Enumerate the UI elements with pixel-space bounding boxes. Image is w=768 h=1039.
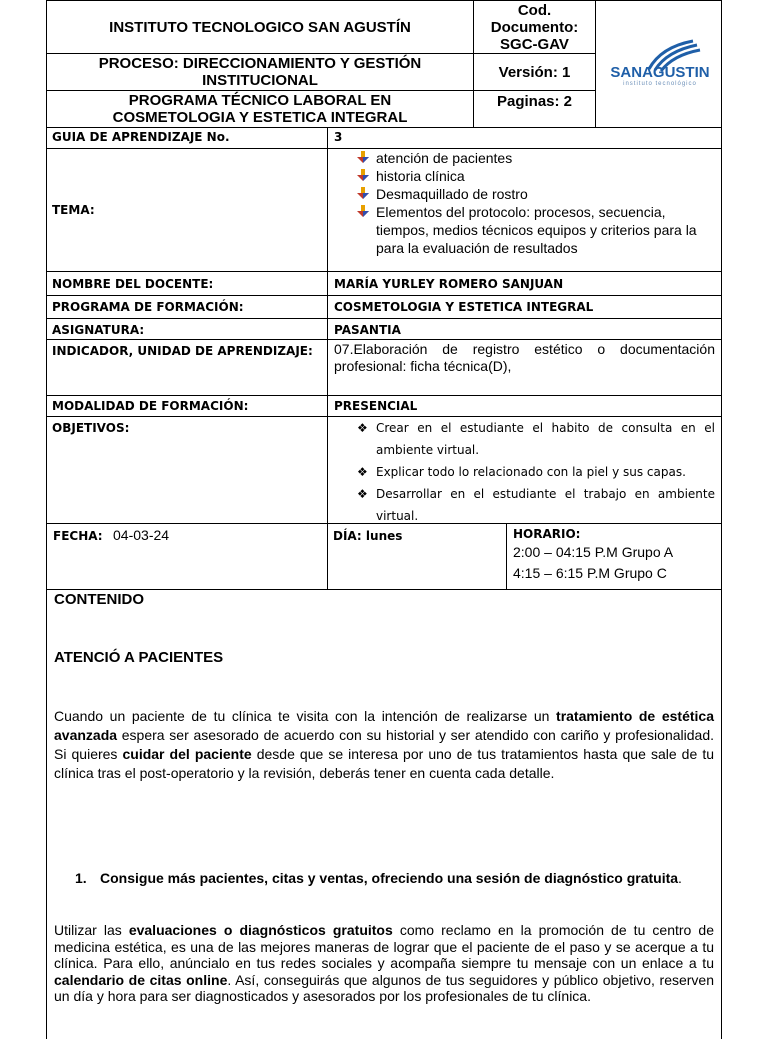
tema-label-cell [46, 148, 328, 272]
list-item: historia clínica [354, 167, 713, 185]
dia-label: DÍA: lunes [333, 529, 403, 543]
institute-name-cell [46, 0, 474, 54]
horario-label: HORARIO: [513, 527, 581, 541]
paragraph-2: Utilizar las evaluaciones o diagnósticos gratuitos como reclamo en la promoción de tu centro de medicina estética, es una de las mejores maneras de lograr que el paciente de el paso y se acerque a tu clínica. Para ello, anúncialo en tus redes sociales y acompaña siempre tu mensaje con un enlace a tu calendario de citas online. Así, conseguirás que algunos de tus seguidores y público objetivo, reserven un día y hora para ser diagnosticados y asesorados por los profesionales de tu clínica. [54, 922, 715, 1004]
indicador-label-cell [46, 339, 328, 396]
program-cell [46, 90, 474, 128]
modalidad-value: PRESENCIAL [334, 399, 418, 413]
indicador-value-cell [327, 339, 722, 396]
guia-value-cell [327, 127, 722, 149]
indicador-label: INDICADOR, UNIDAD DE APRENDIZAJE: [52, 344, 313, 358]
list-item: ❖ Crear en el estudiante el habito de consulta en el ambiente virtual. [352, 417, 715, 461]
fecha-value: 04-03-24 [113, 527, 170, 543]
document-code: Cod. Documento: SGC-GAV [490, 1, 579, 53]
arrow-bullet-icon [357, 204, 369, 222]
horario-line-1: 2:00 – 04:15 P.M Grupo A [513, 544, 674, 560]
modalidad-value-cell [327, 395, 722, 417]
docente-value: MARÍA YURLEY ROMERO SANJUAN [334, 277, 564, 291]
guia-label-cell [46, 127, 328, 149]
numbered-item-1: 1. Consigue más pacientes, citas y ventas, ofreciendo una sesión de diagnóstico gratuita. [75, 870, 682, 886]
logo-text: SANAGUSTIN [610, 64, 710, 81]
pages-cell [473, 90, 596, 128]
objetivos-list [352, 417, 715, 527]
fecha-cell [46, 523, 328, 590]
objetivos-label: OBJETIVOS: [52, 421, 130, 435]
tema-label: TEMA: [52, 202, 95, 217]
content-subheading: ATENCIÓ A PACIENTES [54, 649, 224, 666]
docente-label-cell [46, 271, 328, 296]
list-item: Desmaquillado de rostro [354, 185, 713, 203]
programa-value: COSMETOLOGIA Y ESTETICA INTEGRAL [334, 300, 594, 314]
version-label: Versión: 1 [498, 63, 571, 81]
pages-label: Paginas: 2 [496, 93, 573, 110]
diamond-bullet-icon: ❖ [357, 487, 368, 501]
objetivos-label-cell [46, 416, 328, 524]
diamond-bullet-icon: ❖ [357, 465, 368, 479]
document-code-cell [473, 0, 596, 54]
modalidad-label-cell [46, 395, 328, 417]
guia-label: GUIA DE APRENDIZAJE No. [52, 130, 230, 144]
asignatura-value-cell [327, 318, 722, 340]
asignatura-value: PASANTIA [334, 323, 401, 337]
horario-cell [506, 523, 722, 590]
content-heading: CONTENIDO [54, 591, 144, 608]
version-cell [473, 53, 596, 91]
program-title: PROGRAMA TÉCNICO LABORAL EN COSMETOLOGIA Y ESTETICA INTEGRAL [112, 92, 408, 126]
item-number: 1. [75, 870, 87, 886]
paragraph-1: Cuando un paciente de tu clínica te visita con la intención de realizarse un tratamiento de estética avanzada espera ser asesorado de acuerdo con su historial y ser atendido con cariño y profesionalidad. Si quieres cuidar del paciente desde que se interesa por uno de tus tratamientos hasta que sale de tu clínica tras el post-operatorio y la revisión, deberás tener en cuenta cada detalle. [54, 708, 714, 781]
arrow-bullet-icon [357, 150, 369, 168]
arrow-bullet-icon [357, 168, 369, 186]
list-item: ❖ Desarrollar en el estudiante el trabajo en ambiente virtual. [352, 483, 715, 527]
indicador-value: 07.Elaboración de registro estético o documentación profesional: ficha técnica(D), [334, 341, 715, 374]
item-heading: Consigue más pacientes, citas y ventas, ofreciendo una sesión de diagnóstico gratuita [100, 870, 679, 886]
asignatura-label-cell [46, 318, 328, 340]
asignatura-label: ASIGNATURA: [52, 323, 145, 337]
docente-value-cell [327, 271, 722, 296]
logo-cell [595, 0, 722, 128]
modalidad-label: MODALIDAD DE FORMACIÓN: [52, 399, 249, 413]
dia-cell [327, 523, 507, 590]
arrow-bullet-icon [357, 186, 369, 204]
guia-value: 3 [334, 130, 343, 144]
tema-list [354, 149, 713, 257]
docente-label: NOMBRE DEL DOCENTE: [52, 277, 214, 291]
objetivos-value-cell [327, 416, 722, 524]
content-box [46, 589, 722, 1039]
fecha-label: FECHA: [53, 529, 103, 543]
process-cell [46, 53, 474, 91]
horario-line-2: 4:15 – 6:15 P.M Grupo C [513, 565, 667, 581]
tema-value-cell [327, 148, 722, 272]
process-title: PROCESO: DIRECCIONAMIENTO Y GESTIÓN INSTITUCIONAL [98, 55, 422, 89]
list-item: ❖ Explicar todo lo relacionado con la piel y sus capas. [352, 461, 715, 483]
institute-name: INSTITUTO TECNOLOGICO SAN AGUSTÍN [109, 18, 411, 36]
programa-value-cell [327, 295, 722, 319]
list-item: Elementos del protocolo: procesos, secuencia, tiempos, medios técnicos equipos y criterios para la para la evaluación de resultados [354, 203, 713, 257]
list-item: atención de pacientes [354, 149, 713, 167]
programa-label: PROGRAMA DE FORMACIÓN: [52, 300, 244, 314]
diamond-bullet-icon: ❖ [357, 421, 368, 435]
logo-subtitle: instituto tecnológico [623, 81, 697, 87]
programa-label-cell [46, 295, 328, 319]
